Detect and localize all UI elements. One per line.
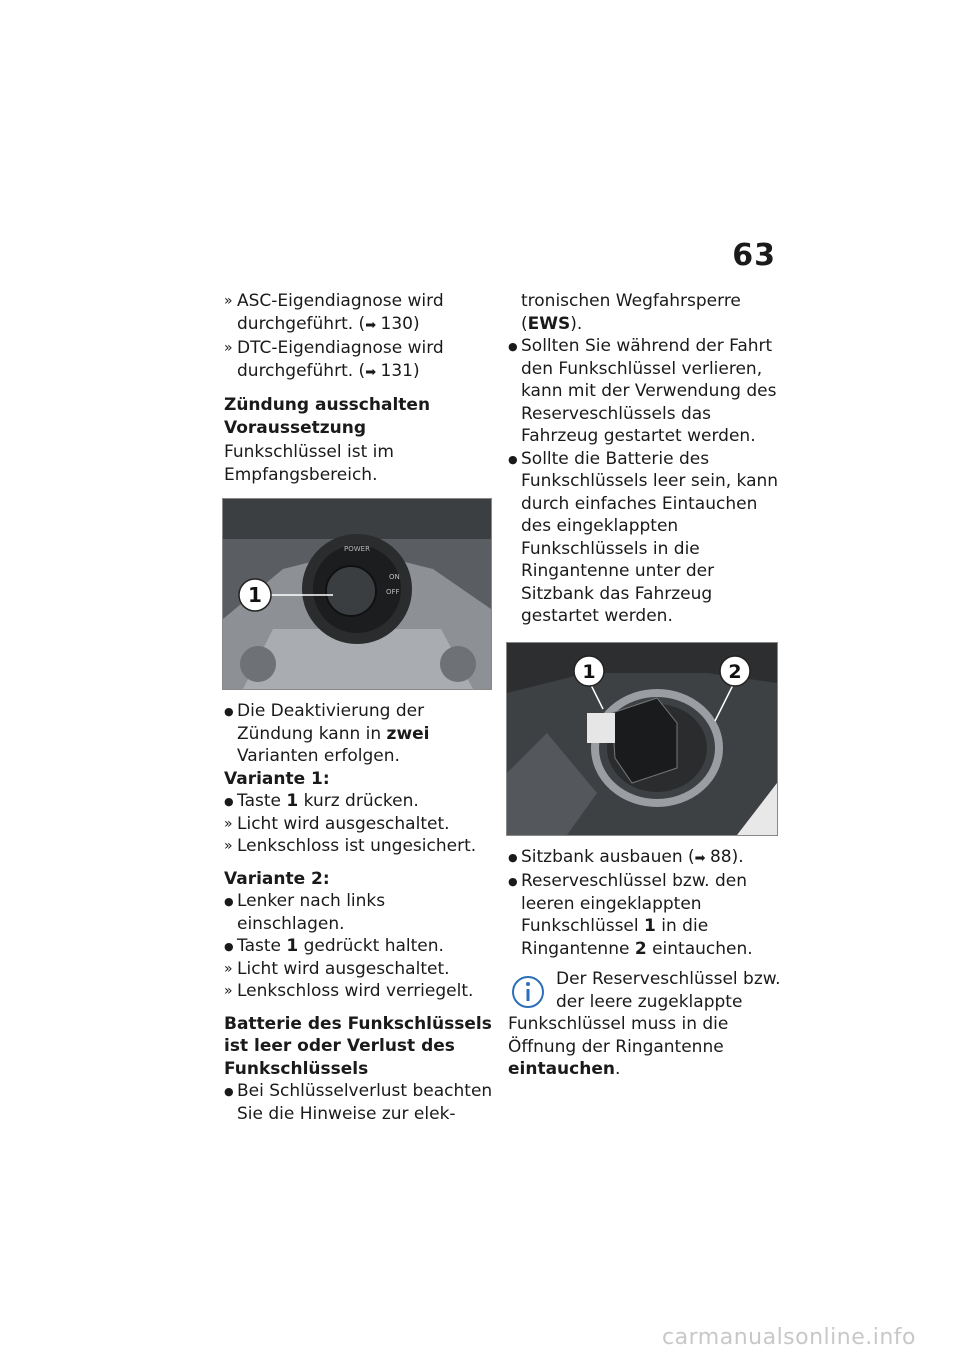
- deactivation-info: ● Die Deaktivierung der Zündung kann in zwei Varianten erfolgen.: [224, 701, 430, 766]
- bullet-marker: ●: [508, 850, 518, 864]
- bullet-key-lost: ● Sollten Sie während der Fahrt den Funkschlüssel verlieren, kann mit der Verwendung des Reserveschlüssels das Fahrzeug gestartet werden.: [508, 336, 777, 446]
- page-ref-arrow-icon: ➡: [365, 364, 376, 380]
- heading-zuendung-aus: Zündung ausschalten: [224, 395, 431, 415]
- page-ref-link[interactable]: 131: [380, 360, 413, 381]
- v1-result-light: » Licht wird ausgeschaltet.: [224, 813, 450, 834]
- v2-step-steer: ● Lenker nach links einschlagen.: [224, 891, 386, 934]
- result-marker: »: [224, 340, 233, 356]
- page-ref-link[interactable]: 88: [709, 846, 732, 867]
- callout-1: 1: [582, 660, 596, 683]
- result-marker: »: [224, 838, 233, 854]
- prereq-text: Funkschlüssel ist im Empfangsbereich.: [224, 442, 394, 485]
- right-column: [508, 290, 783, 1081]
- on-label: ON: [389, 573, 400, 581]
- left-column: [224, 290, 494, 1125]
- v1-result-lock: » Lenkschloss ist ungesichert.: [224, 836, 477, 856]
- bullet-marker: ●: [224, 705, 234, 718]
- result-dtc: » DTC-Eigendiagnose wird durchgeführt. (➡ 131): [224, 338, 444, 381]
- note-rest: Funkschlüssel muss in die Öffnung der Ringantenne eintauchen.: [508, 1014, 729, 1079]
- page-number: 63: [732, 238, 776, 273]
- heading-variante-1: Variante 1:: [224, 768, 330, 789]
- bullet-marker: ●: [508, 340, 518, 353]
- bullet-marker: ●: [224, 940, 234, 953]
- bullet-remove-seat: ● Sitzbank ausbauen (➡ 88).: [508, 846, 783, 871]
- v1-step: ● Taste 1 kurz drücken.: [224, 790, 494, 813]
- heading-battery: Batterie des Funkschlüssels ist leer oder Verlust des Funkschlüssels: [224, 1013, 492, 1079]
- callout-2: 2: [728, 660, 742, 683]
- heading-voraussetzung: Voraussetzung: [224, 417, 367, 438]
- battery-step: ● Bei Schlüsselverlust beachten Sie die Hinweise zur elek-: [224, 1081, 493, 1124]
- bullet-marker: ●: [224, 795, 234, 808]
- result-asc: » ASC-Eigendiagnose wird durchgeführt. (➡ 130): [224, 291, 444, 334]
- page-ref-arrow-icon: ➡: [365, 317, 376, 333]
- result-marker: »: [224, 960, 233, 977]
- info-icon: [508, 970, 548, 1017]
- result-marker: »: [224, 293, 233, 309]
- footer-watermark: carmanualsonline.info: [662, 1325, 916, 1350]
- heading-variante-2: Variante 2:: [224, 868, 330, 889]
- page-ref-arrow-icon: ➡: [694, 850, 705, 866]
- bullet-dip-key: ● Reserveschlüssel bzw. den leeren eingeklappten Funkschlüssel 1 in die Ringantenne 2 eintauchen.: [508, 871, 753, 959]
- note-line-2: der leere zugeklappte: [556, 991, 743, 1012]
- v2-step-button: ● Taste 1 gedrückt halten.: [224, 935, 494, 958]
- v2-result-light: » Licht wird ausgeschaltet.: [224, 958, 450, 979]
- figure-ignition-button: [222, 498, 492, 690]
- note-box: [508, 968, 783, 1081]
- note-line-1: Der Reserveschlüssel bzw.: [556, 969, 781, 989]
- result-marker: »: [224, 983, 233, 999]
- continued-text: tronischen Wegfahrsperre (EWS).: [521, 291, 741, 334]
- power-label: POWER: [344, 545, 370, 553]
- page-ref-link[interactable]: 130: [380, 313, 413, 334]
- bullet-marker: ●: [224, 1085, 234, 1098]
- off-label: OFF: [386, 588, 400, 596]
- bullet-marker: ●: [224, 895, 234, 908]
- figure-ring-antenna: [506, 642, 778, 836]
- bullet-battery-empty: ● Sollte die Batterie des Funkschlüssels leer sein, kann durch einfaches Eintauchen des eingeklappten Funkschlüssels in die Ringantenne unter der Sitzbank das Fahrzeug gestartet werden.: [508, 448, 779, 626]
- bullet-marker: ●: [508, 452, 518, 466]
- result-marker: »: [224, 815, 233, 832]
- callout-1: 1: [248, 583, 262, 607]
- v2-result-lock: » Lenkschloss wird verriegelt.: [224, 981, 474, 1001]
- bullet-marker: ●: [508, 875, 518, 888]
